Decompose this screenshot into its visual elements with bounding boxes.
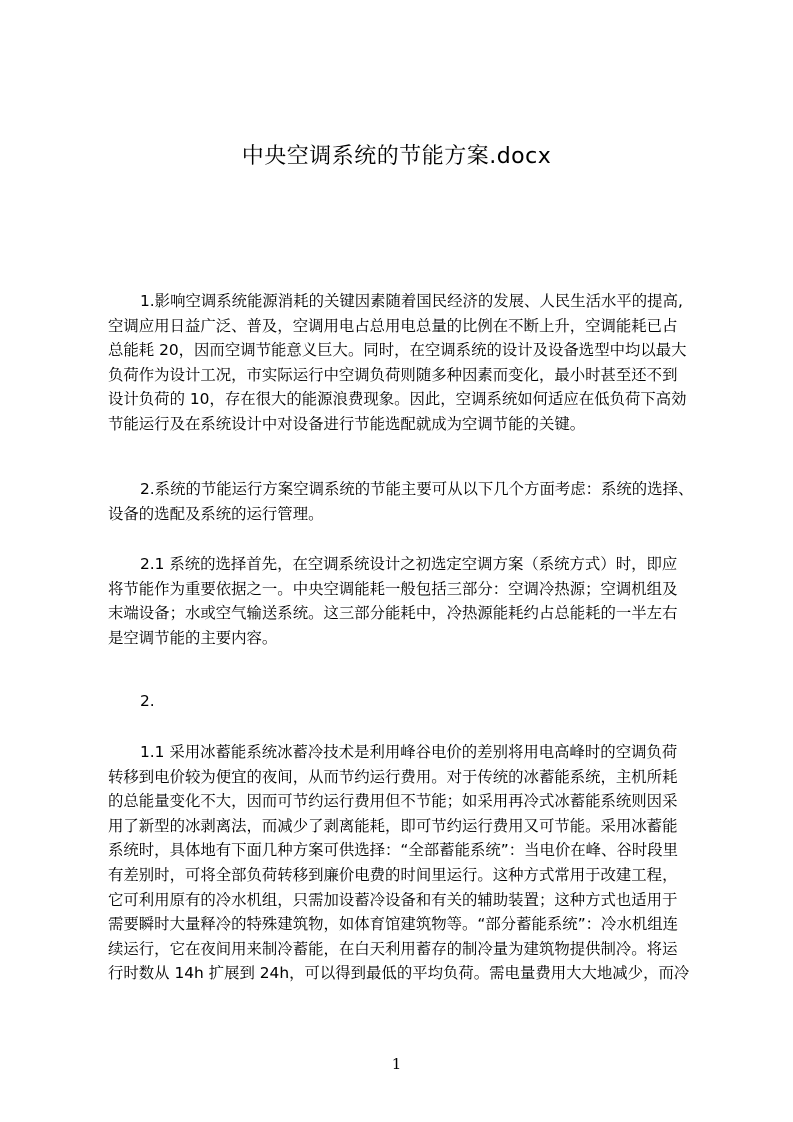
paragraph-line: 负荷作为设计工况，市实际运行中空调负荷则随多种因素而变化，最小时甚至还不到 bbox=[108, 365, 678, 384]
paragraph-line: 是空调节能的主要内容。 bbox=[108, 628, 278, 647]
paragraph-line: 转移到电价较为便宜的夜间，从而节约运行费用。对于传统的冰蓄能系统，主机所耗 bbox=[108, 767, 678, 786]
paragraph-1 bbox=[108, 289, 716, 437]
paragraph-line: 空调应用日益广泛、普及，空调用电占总用电总量的比例在不断上升，空调能耗已占 bbox=[108, 316, 678, 335]
paragraph-line: 1.影响空调系统能源消耗的关键因素随着国民经济的发展、人民生活水平的提高, bbox=[140, 292, 683, 310]
paragraph-line: 行时数从 14h 扩展到 24h，可以得到最低的平均负荷。需电量费用大大地减少，而冷 bbox=[108, 964, 690, 983]
paragraph-line: 的总能量变化不大，因而可节约运行费用但不节能；如采用再冷式冰蓄能系统则因采 bbox=[108, 792, 678, 811]
paragraph-line: 将节能作为重要依据之一。中央空调能耗一般包括三部分：空调冷热源；空调机组及 bbox=[108, 579, 678, 598]
paragraph-line: 末端设备；水或空气输送系统。这三部分能耗中，冷热源能耗约占总能耗的一半左右 bbox=[108, 604, 678, 623]
paragraph-line: 系统时，具体地有下面几种方案可供选择：“全部蓄能系统”：当电价在峰、谷时段里 bbox=[108, 841, 679, 860]
paragraph-line: 有差别时，可将全部负荷转移到廉价电费的时间里运行。这种方式常用于改建工程， bbox=[108, 865, 678, 884]
paragraph-line: 2. bbox=[140, 692, 155, 710]
paragraph-line: 总能耗 20，因而空调节能意义巨大。同时，在空调系统的设计及设备选型中均以最大 bbox=[108, 341, 687, 360]
paragraph-line: 2.系统的节能运行方案空调系统的节能主要可从以下几个方面考虑：系统的选择、 bbox=[140, 480, 694, 498]
paragraph-line: 2.1 系统的选择首先，在空调系统设计之初选定空调方案（系统方式）时，即应 bbox=[140, 555, 678, 573]
paragraph-line: 用了新型的冰剥离法，而减少了剥离能耗，即可节约运行费用又可节能。采用冰蓄能 bbox=[108, 816, 678, 835]
paragraph-line: 续运行，它在夜间用来制冷蓄能，在白天利用蓄存的制冷量为建筑物提供制冷。将运 bbox=[108, 939, 678, 958]
paragraph-line: 设备的选配及系统的运行管理。 bbox=[108, 504, 324, 523]
paragraph-4 bbox=[108, 689, 716, 714]
paragraph-3 bbox=[108, 552, 716, 650]
paragraph-line: 它可利用原有的冷水机组，只需加设蓄冷设备和有关的辅助装置；这种方式也适用于 bbox=[108, 890, 678, 909]
paragraph-5 bbox=[108, 740, 716, 986]
page-number: 1 bbox=[391, 1055, 402, 1073]
paragraph-line: 需要瞬时大量释冷的特殊建筑物，如体育馆建筑物等。“部分蓄能系统”：冷水机组连 bbox=[108, 915, 679, 934]
document-title: 中央空调系统的节能方案.docx bbox=[241, 144, 552, 169]
paragraph-2 bbox=[108, 477, 716, 526]
paragraph-line: 节能运行及在系统设计中对设备进行节能选配就成为空调节能的关键。 bbox=[108, 414, 586, 433]
paragraph-line: 1.1 采用冰蓄能系统冰蓄冷技术是利用峰谷电价的差别将用电高峰时的空调负荷 bbox=[140, 743, 678, 761]
paragraph-line: 设计负荷的 10，存在很大的能源浪费现象。因此，空调系统如何适应在低负荷下高効 bbox=[108, 390, 687, 409]
